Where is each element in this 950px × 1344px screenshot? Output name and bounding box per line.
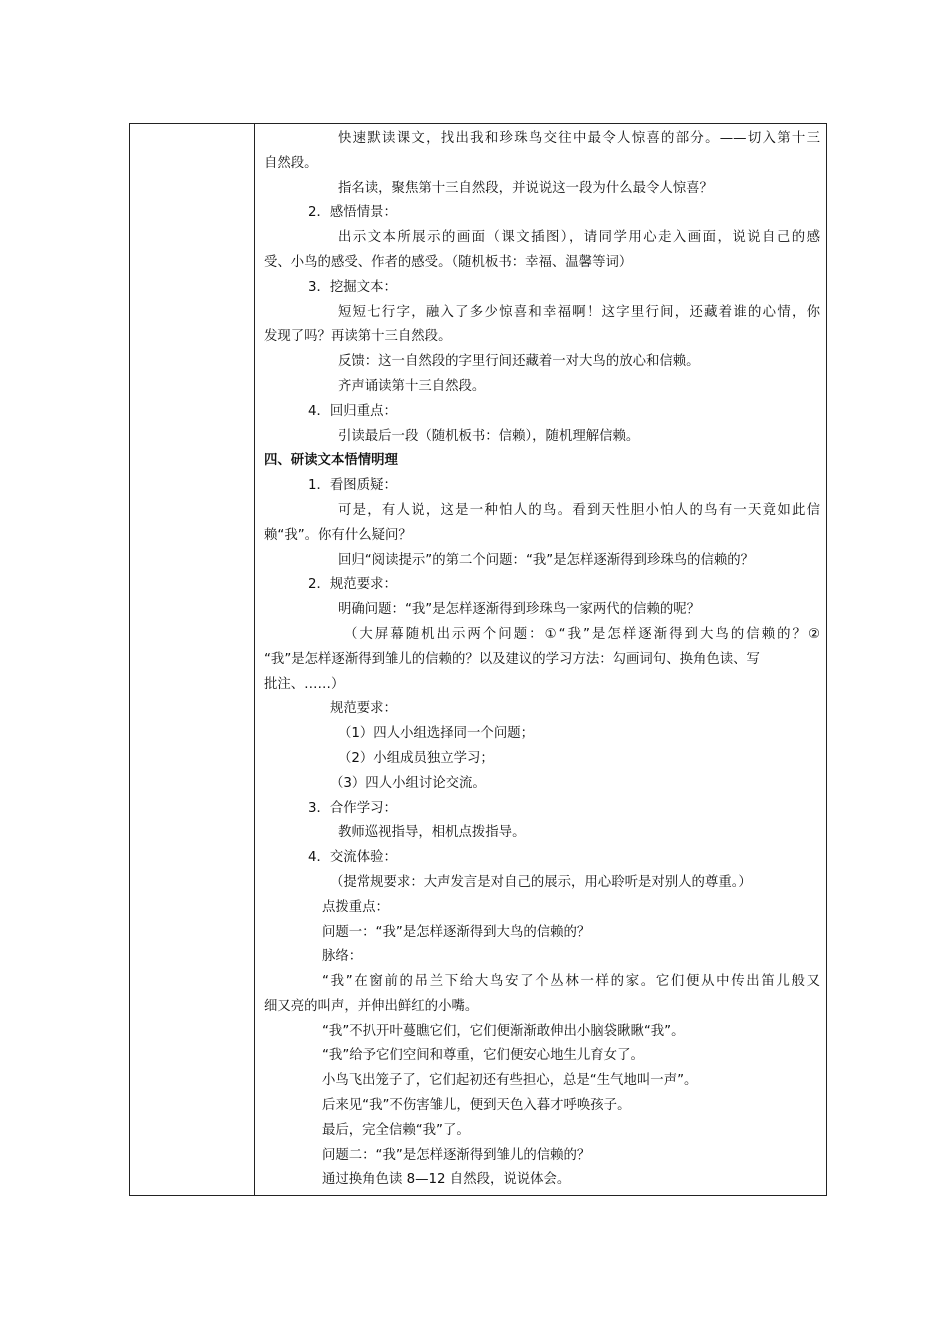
lesson-content <box>264 127 820 1193</box>
text-line: 明确问题：“我”是怎样逐渐得到珍珠鸟一家两代的信赖的呢？ <box>338 602 701 618</box>
text-line: 问题一：“我”是怎样逐渐得到大鸟的信赖的？ <box>322 924 591 940</box>
list-item: （2）小组成员独立学习； <box>338 750 494 766</box>
text-line: 回归“阅读提示”的第二个问题：“我”是怎样逐渐得到珍珠鸟的信赖的？ <box>338 552 755 568</box>
text-line: （提常规要求：大声发言是对自己的展示，用心聆听是对别人的尊重。） <box>330 874 752 890</box>
text-line: 规范要求： <box>330 701 397 717</box>
list-item: （1）四人小组选择同一个问题； <box>338 726 534 742</box>
numbered-heading: 3．合作学习： <box>308 800 397 816</box>
text-line: “我”是怎样逐渐得到雏儿的信赖的？以及建议的学习方法：勾画词句、换角色读、写 <box>264 651 760 667</box>
numbered-heading: 4．交流体验： <box>308 850 397 866</box>
text-line: 自然段。 <box>264 155 318 171</box>
numbered-heading: 1．看图质疑： <box>308 478 397 494</box>
numbered-heading: 3．挖掘文本： <box>308 279 397 295</box>
numbered-heading: 2．感悟情景： <box>308 205 397 221</box>
text-line: 小鸟飞出笼子了，它们起初还有些担心，总是“生气地叫一声”。 <box>322 1073 698 1089</box>
text-line: 后来见“我”不伤害雏儿，便到天色入暮才呼唤孩子。 <box>322 1098 631 1114</box>
text-line: 通过换角色读 8—12 自然段，说说体会。 <box>322 1172 571 1188</box>
text-line: 短短七行字，融入了多少惊喜和幸福啊！这字里行间，还藏着谁的心情，你 <box>338 304 820 320</box>
text-line: “我”给予它们空间和尊重，它们便安心地生儿育女了。 <box>322 1048 644 1064</box>
text-line: 细又亮的叫声，并伸出鲜红的小嘴。 <box>264 998 479 1014</box>
text-line: 赖“我”。你有什么疑问？ <box>264 527 412 543</box>
text-line: “我”在窗前的吊兰下给大鸟安了个丛林一样的家。它们便从中传出笛儿般又 <box>322 974 820 990</box>
text-line: 教师巡视指导，相机点拨指导。 <box>338 825 526 841</box>
text-line: 指名读，聚焦第十三自然段，并说说这一段为什么最令人惊喜？ <box>338 180 713 196</box>
text-line: 脉络： <box>322 949 363 965</box>
section-heading: 四、研读文本悟情明理 <box>264 453 398 469</box>
text-line: 点拨重点： <box>322 899 389 915</box>
text-line: 出示文本所展示的画面（课文插图），请同学用心走入画面，说说自己的感 <box>338 230 820 246</box>
text-line: 引读最后一段（随机板书：信赖），随机理解信赖。 <box>338 428 640 444</box>
text-line: 快速默读课文，找出我和珍珠鸟交往中最令人惊喜的部分。——切入第十三 <box>338 131 820 146</box>
text-line: 批注、……） <box>264 676 345 692</box>
text-line: “我”不扒开叶蔓瞧它们，它们便渐渐敢伸出小脑袋瞅瞅“我”。 <box>322 1023 685 1039</box>
text-line: （大屏幕随机出示两个问题：①“我”是怎样逐渐得到大鸟的信赖的？② <box>344 626 820 642</box>
numbered-heading: 4．回归重点： <box>308 403 397 419</box>
numbered-heading: 2．规范要求： <box>308 577 397 593</box>
text-line: 齐声诵读第十三自然段。 <box>338 378 486 394</box>
text-line: 最后，完全信赖“我”了。 <box>322 1122 470 1138</box>
text-line: 问题二：“我”是怎样逐渐得到雏儿的信赖的？ <box>322 1147 591 1163</box>
text-line: 反馈：这一自然段的字里行间还藏着一对大鸟的放心和信赖。 <box>338 354 700 370</box>
text-line: 受、小鸟的感受、作者的感受。（随机板书：幸福、温馨等词） <box>264 254 633 270</box>
list-item: （3）四人小组讨论交流。 <box>330 775 486 791</box>
text-line: 发现了吗？再读第十三自然段。 <box>264 329 452 345</box>
text-line: 可是，有人说，这是一种怕人的鸟。看到天性胆小怕人的鸟有一天竟如此信 <box>338 502 820 518</box>
column-divider <box>254 123 255 1196</box>
